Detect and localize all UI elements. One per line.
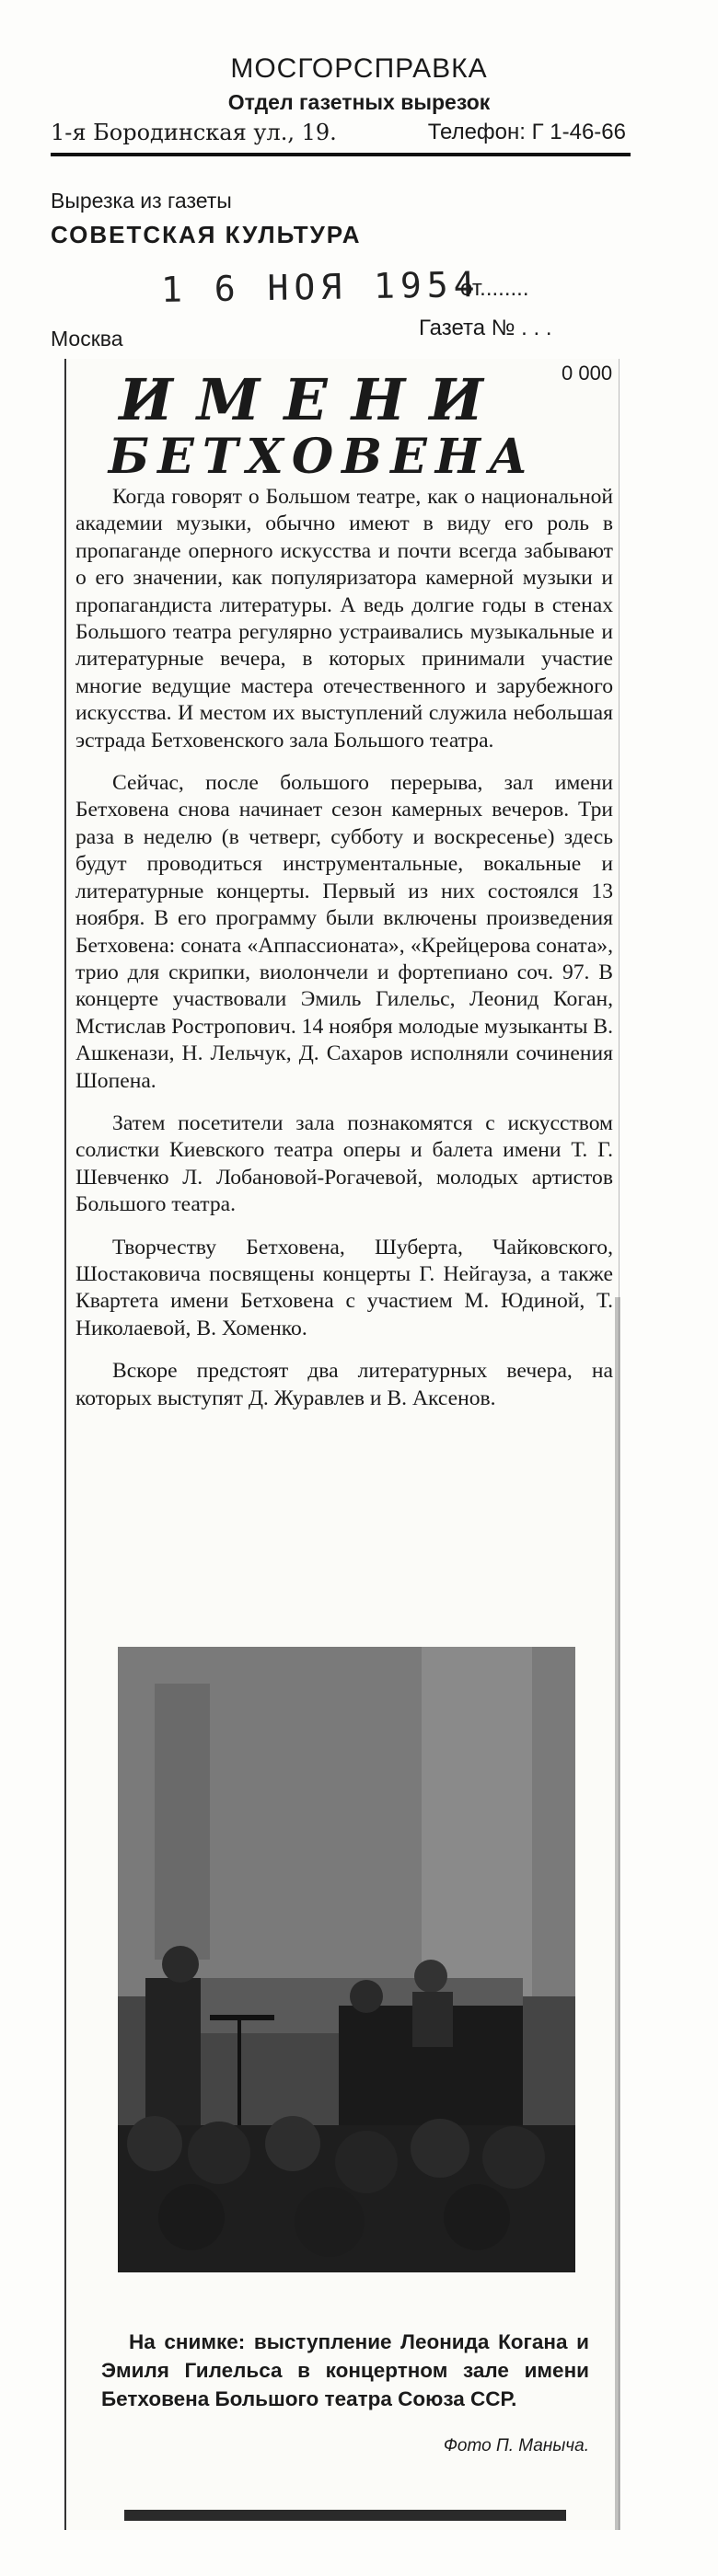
- article-paragraph: Сейчас, после большого перерыва, зал имени Бетховена снова начинает сезон камерных вечеров. Три раза в неделю (в четверг, субботу и воскресенье) здесь будут проводиться инструментальные, вокальные и литературные концерты. Первый из них состоялся 13 ноября. В его программу были включены произведения Бетховена: соната «Аппассионата», «Крейцерова соната», трио для скрипки, виолончели и фортепиано соч. 97. В концерте участвовали Эмиль Гилельс, Леонид Коган, Мстислав Ростропович. 14 ноября молодые музыканты В. Ашкенази, Н. Лельчук, Д. Сахаров исполняли сочинения Шопена.: [75, 771, 613, 1093]
- clipping-service-header: [0, 0, 718, 276]
- concert-photo: [118, 1647, 575, 2272]
- clip-label: Вырезка из газеты: [51, 189, 232, 213]
- article-body: [75, 484, 613, 1428]
- article-paragraph: Затем посетители зала познакомятся с искусством солистки Киевского театра оперы и балета имени Т. Г. Шевченко Л. Лобановой-Рогачевой, молодых артистов Большого театра.: [75, 1110, 613, 1217]
- issue-number-field: Газета № . . .: [419, 316, 552, 340]
- article-paragraph: Творчеству Бетховена, Шуберта, Чайковского, Шостаковича посвящены концерты Г. Нейгауза, а также Квартета имени Бетховена с участием М. Юдиной, Т. Николаевой, В. Хоменко.: [75, 1235, 613, 1340]
- agency-phone: Телефон: Г 1-46-66: [427, 120, 626, 144]
- article-title-line2: БЕТХОВЕНА: [108, 429, 537, 485]
- header-rule: [51, 153, 631, 156]
- concert-photo-illustration: [118, 1647, 575, 2272]
- photo-caption: На снимке: выступление Леонида Когана и Эмиля Гилельса в концертном зале имени Бетховена Большого театра Союза ССР.: [101, 2330, 589, 2410]
- agency-address: 1-я Бородинская ул., 19.: [51, 120, 337, 145]
- bottom-rule: [124, 2510, 566, 2521]
- article-paragraph: Когда говорят о Большом театре, как о национальной академии музыки, обычно имеют в виду его роль в пропаганде оперного искусства и почти всегда забывают о его значении, как популяризатора камерной музыки и пропагандиста литературы. А ведь долгие годы в стенах Большого театра регулярно устраивались музыкальные и литературные вечера, в которых принимали участие многие ведущие мастера отечественного и зарубежного искусства. И местом их выступлений служила небольшая эстрада Бетховенского зала Большого театра.: [75, 485, 613, 753]
- newspaper-name: СОВЕТСКАЯ КУЛЬТУРА: [51, 221, 362, 248]
- circulation-fragment: 0 000: [562, 362, 613, 385]
- article-title-line1: ИМЕНИ: [119, 366, 507, 433]
- department-name: Отдел газетных вырезок: [227, 90, 491, 114]
- date-stamp: 1 6 НОЯ 1954: [160, 263, 481, 311]
- city-label: Москва: [51, 327, 123, 351]
- photo-credit: Фото П. Маныча.: [443, 2436, 589, 2455]
- agency-name: МОСГОРСПРАВКА: [230, 53, 488, 84]
- from-field: от........: [460, 276, 529, 301]
- clipping-edge-shadow: [615, 1297, 620, 2530]
- article-paragraph: Вскоре предстоят два литературных вечера, на которых выступят Д. Журавлев и В. Аксенов.: [75, 1359, 613, 1410]
